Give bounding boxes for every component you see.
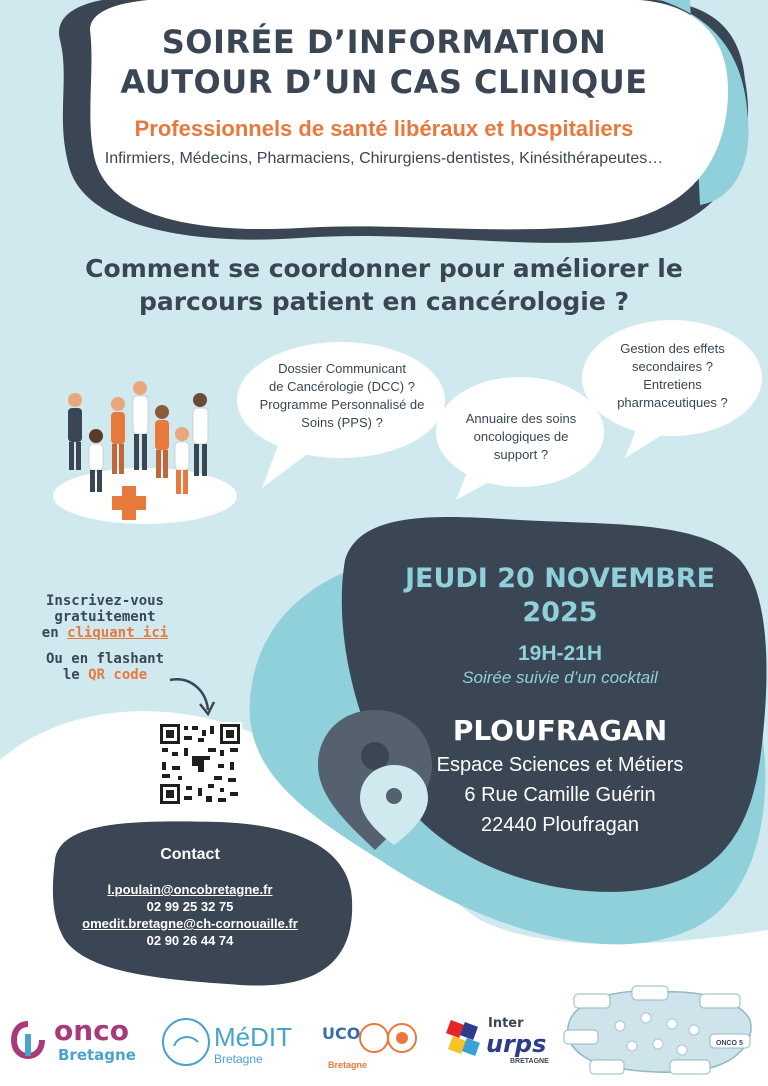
bubble-gestion-line: pharmaceutiques ?: [617, 395, 728, 410]
urps-text: Inter: [488, 1016, 524, 1031]
contact-email-link[interactable]: l.poulain@oncobretagne.fr: [107, 882, 273, 897]
bubble-annuaire-line: oncologiques de: [473, 429, 569, 444]
registration-prefix: en: [41, 625, 68, 641]
bubble-annuaire-line: Annuaire des soins: [465, 411, 577, 426]
uco-icon: [358, 1016, 422, 1062]
registration-line: [20, 625, 190, 641]
address-line: 6 Rue Camille Guérin: [464, 784, 656, 806]
registration-line: Inscrivez-vous: [45, 593, 164, 609]
bubble-gestion-line: Gestion des effets: [620, 341, 725, 356]
title-line-1: SOIRÉE D’INFORMATION: [161, 23, 607, 61]
onco-icon: [10, 1020, 46, 1060]
medit-icon: [160, 1016, 212, 1068]
urps-sub-text: BRETAGNE: [510, 1058, 549, 1065]
registration-line: [20, 667, 190, 683]
urps-icon: [444, 1018, 484, 1058]
onco-text: onco: [54, 1014, 130, 1047]
professionals-illustration: [50, 378, 240, 528]
bubble-dcc-line: Soins (PPS) ?: [301, 415, 383, 430]
bubble-gestion: [590, 340, 755, 412]
audience-list: Infirmiers, Médecins, Pharmaciens, Chirurgiens-dentistes, Kinésithérapeutes…: [104, 150, 664, 167]
person-figure: [111, 397, 125, 474]
medit-sub-text: Bretagne: [214, 1052, 263, 1066]
contact-phone: 02 90 26 44 74: [146, 933, 234, 948]
main-question: [0, 252, 768, 318]
bubble-annuaire-line: support ?: [493, 447, 549, 462]
onco-sub-text: Bretagne: [58, 1046, 136, 1064]
event-date: [360, 562, 760, 630]
bubble-gestion-line: secondaires ?: [632, 359, 713, 374]
bubble-dcc: [242, 360, 442, 432]
qr-code[interactable]: [158, 722, 242, 806]
address-line: 22440 Ploufragan: [481, 814, 639, 836]
onco-bretagne-logo: [10, 1014, 150, 1074]
bubble-dcc-line: Dossier Communicant: [278, 361, 406, 376]
contact-phone: 02 99 25 32 75: [146, 899, 234, 914]
event-cocktail: Soirée suivie d’un cocktail: [462, 668, 658, 687]
address-line: Espace Sciences et Métiers: [436, 754, 684, 776]
person-figure: [155, 405, 169, 478]
brittany-map: [560, 980, 760, 1080]
contact-title: Contact: [160, 846, 220, 863]
register-link[interactable]: cliquant ici: [67, 625, 169, 641]
person-figure: [133, 381, 148, 470]
contact-email-link[interactable]: omedit.bretagne@ch-cornouaille.fr: [82, 916, 298, 931]
spacer: [20, 641, 190, 651]
question-line-2: parcours patient en cancérologie ?: [138, 287, 630, 316]
urps-main-text: urps: [486, 1030, 547, 1058]
qr-code-label: QR code: [88, 667, 148, 683]
bubble-dcc-line: Programme Personnalisé de: [259, 397, 425, 412]
event-time: 19H-21H: [517, 642, 603, 665]
event-title: [0, 22, 768, 102]
date-line-1: JEUDI 20 NOVEMBRE: [404, 563, 716, 594]
uco-text: UCO: [322, 1024, 361, 1043]
person-figure: [193, 393, 208, 476]
uco-logo: [322, 1016, 422, 1072]
title-line-2: AUTOUR D’UN CAS CLINIQUE: [120, 63, 648, 101]
map-label: ONCO 5: [716, 1040, 743, 1047]
registration-block: [20, 593, 190, 683]
registration-line: gratuitement: [54, 609, 156, 625]
date-line-2: 2025: [522, 597, 598, 628]
bubble-annuaire: [446, 410, 596, 464]
uco-sub-text: Bretagne: [328, 1060, 368, 1070]
person-figure: [68, 393, 82, 470]
registration-line: Ou en flashant: [45, 651, 164, 667]
question-line-1: Comment se coordonner pour améliorer le: [85, 254, 683, 283]
inter-urps-logo: [444, 1008, 554, 1070]
bubble-gestion-line: Entretiens: [643, 377, 702, 392]
medit-logo: [160, 1016, 310, 1072]
audience-subtitle: Professionnels de santé libéraux et hospitaliers: [134, 116, 634, 141]
medit-text: MéDIT: [214, 1022, 292, 1052]
registration-prefix: le: [62, 667, 89, 683]
bubble-dcc-line: de Cancérologie (DCC) ?: [269, 379, 415, 394]
event-city: PLOUFRAGAN: [452, 714, 668, 747]
